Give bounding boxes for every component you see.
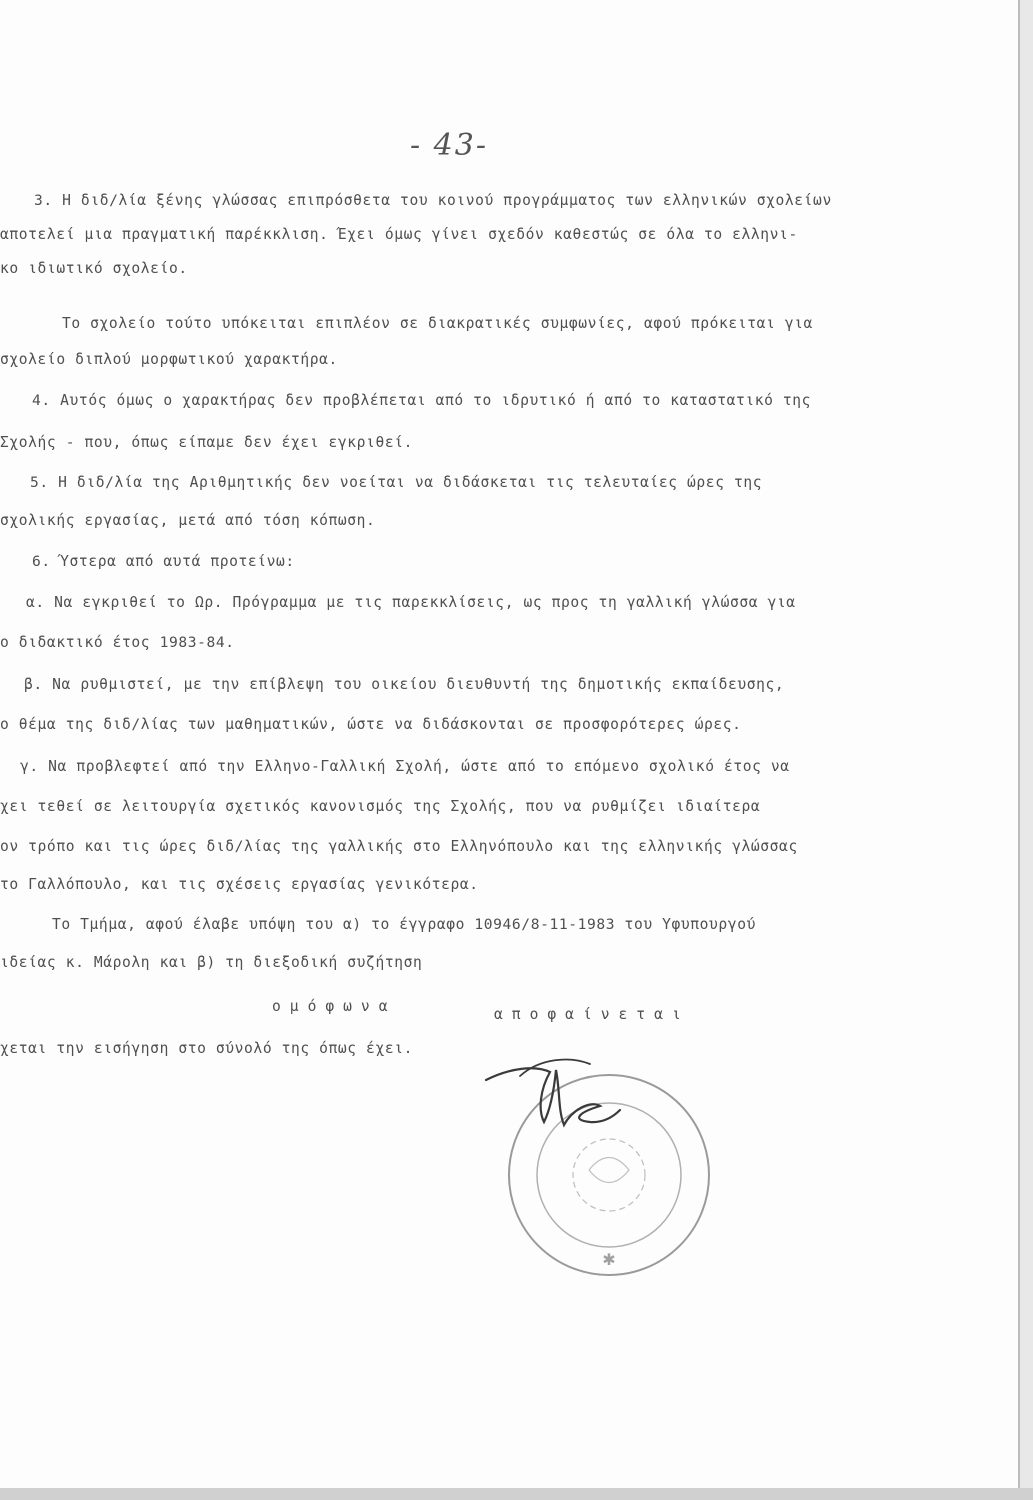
page-number: - 43- — [410, 128, 488, 163]
text-line: 4. Αυτός όμως ο χαρακτήρας δεν προβλέπεται από το ιδρυτικό ή από το καταστατικό της — [32, 392, 812, 409]
text-line: Το Τμήμα, αφού έλαβε υπόψη του α) το έγγραφο 10946/8-11-1983 του Υφυπουργού — [52, 916, 756, 933]
text-line: α. Να εγκριθεί το Ωρ. Πρόγραμμα με τις παρεκκλίσεις, ως προς τη γαλλική γλώσσα για — [26, 594, 796, 611]
text-line: χεται την εισήγηση στο σύνολό της όπως έχει. — [0, 1040, 413, 1057]
text-line: αποτελεί μια πραγματική παρέκκλιση. Έχει όμως γίνει σχεδόν καθεστώς σε όλα το ελληνι- — [0, 226, 798, 243]
text-line: 6. Ύστερα από αυτά προτείνω: — [32, 553, 295, 570]
text-line: σχολικής εργασίας, μετά από τόση κόπωση. — [0, 512, 376, 529]
text-line: χει τεθεί σε λειτουργία σχετικός κανονισμός της Σχολής, που να ρυθμίζει ιδιαίτερα — [0, 798, 761, 815]
text-line: το Γαλλόπουλο, και τις σχέσεις εργασίας γενικότερα. — [0, 876, 479, 893]
text-line: ιδείας κ. Μάρολη και β) τη διεξοδική συζήτηση — [0, 954, 423, 971]
text-line: Το σχολείο τούτο υπόκειται επιπλέον σε διακρατικές συμφωνίες, αφού πρόκειται για — [62, 315, 813, 332]
text-line: Σχολής - που, όπως είπαμε δεν έχει εγκριθεί. — [0, 434, 413, 451]
decision-word-right: αποφαίνεται — [494, 1006, 690, 1023]
text-line: κο ιδιωτικό σχολείο. — [0, 260, 188, 277]
text-line: ον τρόπο και τις ώρες διδ/λίας της γαλλικής στο Ελληνόπουλο και της ελληνικής γλώσσας — [0, 838, 798, 855]
text-line: σχολείο διπλού μορφωτικού χαρακτήρα. — [0, 351, 338, 368]
svg-text:✱: ✱ — [602, 1250, 616, 1269]
text-line: β. Να ρυθμιστεί, με την επίβλεψη του οικείου διευθυντή της δημοτικής εκπαίδευσης, — [24, 676, 785, 693]
text-line: γ. Να προβλεφτεί από την Ελληνο-Γαλλική Σχολή, ώστε από το επόμενο σχολικό έτος να — [20, 758, 790, 775]
decision-word-left: ομόφωνα — [272, 998, 397, 1015]
text-line: ο θέμα της διδ/λίας των μαθηματικών, ώστε να διδάσκονται σε προσφορότερες ώρες. — [0, 716, 742, 733]
text-line: ο διδακτικό έτος 1983-84. — [0, 634, 235, 651]
text-line: 3. Η διδ/λία ξένης γλώσσας επιπρόσθετα του κοινού προγράμματος των ελληνικών σχολείων — [34, 192, 832, 209]
signature — [480, 1050, 630, 1140]
page-edge — [1018, 0, 1033, 1500]
text-line: 5. Η διδ/λία της Αριθμητικής δεν νοείται να διδάσκεται τις τελευταίες ώρες της — [30, 474, 763, 491]
scan-border — [0, 1488, 1033, 1500]
